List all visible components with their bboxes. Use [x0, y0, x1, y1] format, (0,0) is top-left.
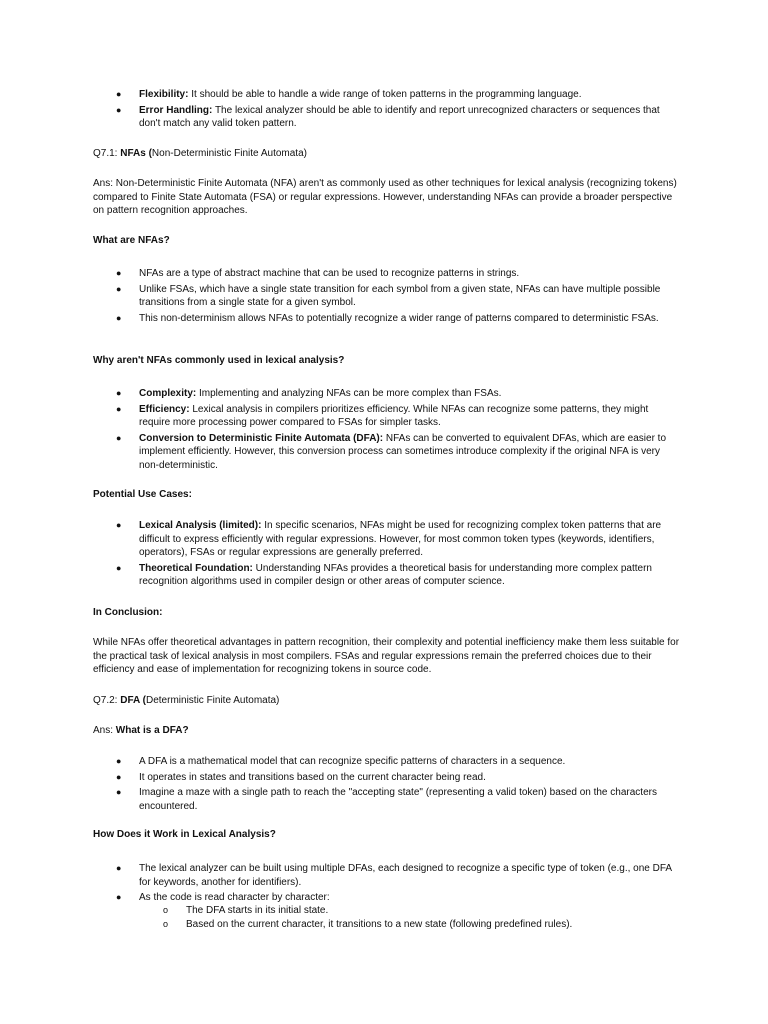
what-nfa-list: [0, 267, 768, 327]
bullet-icon: ●: [116, 520, 122, 530]
bullet-icon: ●: [116, 403, 122, 414]
heading-what-are-nfas: What are NFAs?: [93, 235, 170, 246]
heading-why-not-used: Why aren't NFAs commonly used in lexical analysis?: [93, 355, 345, 366]
list-item: ● A DFA is a mathematical model that can recognize specific patterns of characters in a sequence.: [116, 756, 566, 767]
bullet-icon: ●: [116, 756, 122, 766]
bullet-icon: ●: [116, 104, 122, 115]
list-item: ● Theoretical Foundation: Understanding NFAs provides a theoretical basis for understanding more complex pattern recognition algorithms used in compiler design or other areas of computer science.: [116, 562, 652, 587]
sub-list-item: o The DFA starts in its initial state.: [163, 905, 329, 916]
bullet-icon: ●: [116, 562, 122, 573]
list-item: ● Efficiency: Lexical analysis in compilers prioritizes efficiency. While NFAs can recognize some patterns, they might require more processing power compared to FSAs for simpler tasks.: [116, 403, 649, 428]
bullet-icon: ●: [116, 312, 122, 323]
circle-bullet-icon: o: [163, 918, 169, 929]
list-item: ● Error Handling: The lexical analyzer should be able to identify and report unrecognized characters or sequences that don't match any valid token pattern.: [116, 104, 660, 129]
use-cases-list: [0, 519, 768, 591]
list-item: ● Unlike FSAs, which have a single state transition for each symbol from a given state, NFAs can have multiple possible transitions from a single state for a given symbol.: [116, 283, 661, 308]
list-item: ● Conversion to Deterministic Finite Automata (DFA): NFAs can be converted to equivalent DFAs, which are easier to implement efficiently. However, this conversion process can sometimes introduce complexity if the original NFA is very non-deterministic.: [116, 432, 667, 471]
list-item: ● Imagine a maze with a single path to reach the "accepting state" (representing a valid token) based on the characters encountered.: [116, 787, 657, 812]
bullet-icon: ●: [116, 432, 122, 443]
list-item: ● NFAs are a type of abstract machine that can be used to recognize patterns in strings.: [116, 268, 520, 279]
bullet-icon: ●: [116, 771, 122, 782]
sub-list-item: o Based on the current character, it transitions to a new state (following predefined rules).: [163, 918, 573, 930]
answer-7-1: Ans: Non-Deterministic Finite Automata (NFA) aren't as commonly used as other techniques for lexical analysis (recognizing tokens) compared to Finite State Automata (FSA) or regular expressions. However, understanding NFAs can provide a broader perspective on pattern recognition approaches.: [93, 178, 677, 216]
bullet-icon: ●: [116, 863, 122, 873]
list-item: ● Complexity: Implementing and analyzing NFAs can be more complex than FSAs.: [116, 388, 502, 399]
list-item: ● The lexical analyzer can be built using multiple DFAs, each designed to recognize a specific type of token (e.g., one DFA for keywords, another for identifiers).: [116, 863, 672, 888]
bullet-icon: ●: [116, 283, 122, 294]
answer-7-2: Ans: What is a DFA?: [93, 725, 189, 736]
conclusion-text: While NFAs offer theoretical advantages in pattern recognition, their complexity and potential inefficiency make them less suitable for the practical task of lexical analysis in most compilers. FSAs and regular expressions remain the preferred choices due to their efficiency and ease of implementation for recognizing tokens in source code.: [93, 637, 680, 675]
bullet-icon: ●: [116, 388, 122, 398]
list-item: ● As the code is read character by character:: [116, 892, 330, 903]
how-works-sublist: [0, 904, 768, 931]
list-item: ● It operates in states and transitions based on the current character being read.: [116, 771, 486, 783]
how-works-list: [0, 862, 768, 905]
question-7-1: Q7.1: NFAs (Non-Deterministic Finite Automata): [93, 148, 307, 159]
bullet-icon: ●: [116, 892, 122, 902]
heading-conclusion: In Conclusion:: [93, 607, 163, 618]
bullet-icon: ●: [116, 268, 122, 278]
bullet-icon: ●: [116, 787, 122, 797]
question-7-2: Q7.2: DFA (Deterministic Finite Automata): [93, 695, 280, 706]
requirements-list: [0, 88, 768, 133]
why-not-list: [0, 387, 768, 474]
heading-how-works: How Does it Work in Lexical Analysis?: [93, 829, 276, 840]
list-item: ● This non-determinism allows NFAs to potentially recognize a wider range of patterns compared to deterministic FSAs.: [116, 312, 659, 324]
heading-use-cases: Potential Use Cases:: [93, 489, 192, 500]
circle-bullet-icon: o: [163, 905, 169, 915]
dfa-list: [0, 755, 768, 815]
bullet-icon: ●: [116, 89, 122, 99]
list-item: ● Flexibility: It should be able to handle a wide range of token patterns in the programming language.: [116, 89, 582, 100]
list-item: ● Lexical Analysis (limited): In specific scenarios, NFAs might be used for recognizing complex token patterns that are difficult to express efficiently with regular expressions. However, for most common token types (keywords, identifiers, operators), FSAs or regular expressions are generally preferred.: [116, 520, 662, 558]
